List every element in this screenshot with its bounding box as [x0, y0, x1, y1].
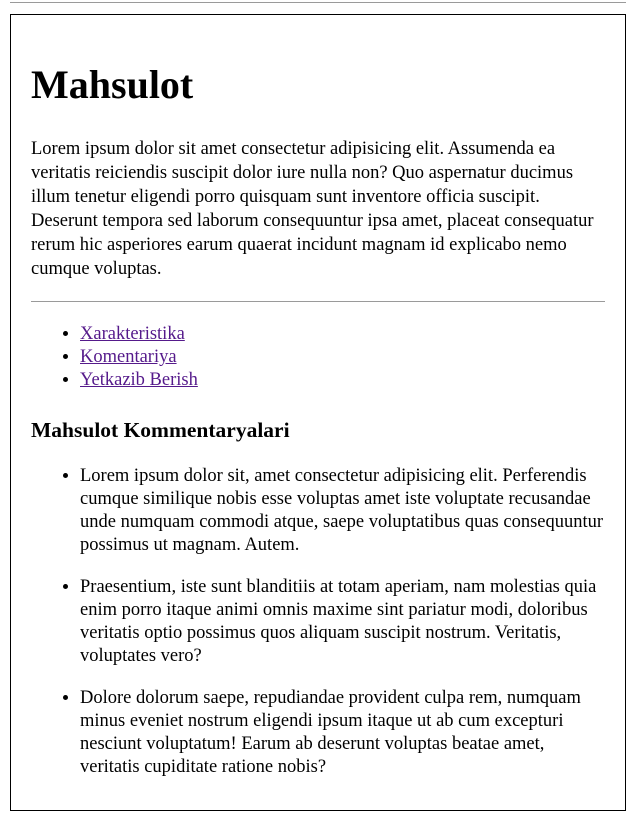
- review-item: • Lorem ipsum dolor sit, amet consectetur adipisicing elit. Perferendis cumque similique nobis esse voluptas amet iste voluptate recusandae unde numquam commodi atque, saepe voluptatibus quas consequuntur possimus ut magnam. Autem.: [80, 465, 605, 557]
- comments-link[interactable]: Komentariya: [80, 347, 177, 367]
- page-title: Mahsulot: [31, 62, 194, 107]
- review-item: • Dolore dolorum saepe, repudiandae provident culpa rem, numquam minus eveniet nostrum eligendi ipsum itaque ut ab cum excepturi nesciunt voluptatum! Earum ab deserunt voluptas beatae amet, veritatis cupiditate ratione nobis?: [80, 687, 605, 779]
- nav-item-delivery: [80, 369, 605, 392]
- product-nav: [31, 323, 605, 392]
- top-divider: [10, 2, 626, 3]
- product-description: Lorem ipsum dolor sit amet consectetur adipisicing elit. Assumenda ea veritatis reiciendis suscipit dolor iure nulla non? Quo aspernatur ducimus illum tenetur eligendi porro quisquam sunt inventore officia suscipit. Deserunt tempora sed laborum consequuntur ipsa amet, placeat consequatur rerum hic asperiores earum quaerat incidunt magnam id explicabo nemo cumque voluptas.: [31, 139, 594, 279]
- characteristics-link[interactable]: Xarakteristika: [80, 324, 185, 344]
- reviews-list: [31, 465, 605, 779]
- section-divider: [31, 301, 605, 302]
- delivery-link[interactable]: Yetkazib Berish: [80, 370, 198, 390]
- product-card: [10, 14, 626, 811]
- review-item: • Praesentium, iste sunt blanditiis at totam aperiam, nam molestias quia enim porro itaque animi omnis maxime sint pariatur modi, doloribus veritatis optio possimus quos aliquam suscipit nostrum. Veritatis, voluptates vero?: [80, 576, 605, 668]
- nav-item-comments: [80, 346, 605, 369]
- reviews-title: Mahsulot Kommentaryalari: [31, 418, 290, 442]
- nav-item-characteristics: [80, 323, 605, 346]
